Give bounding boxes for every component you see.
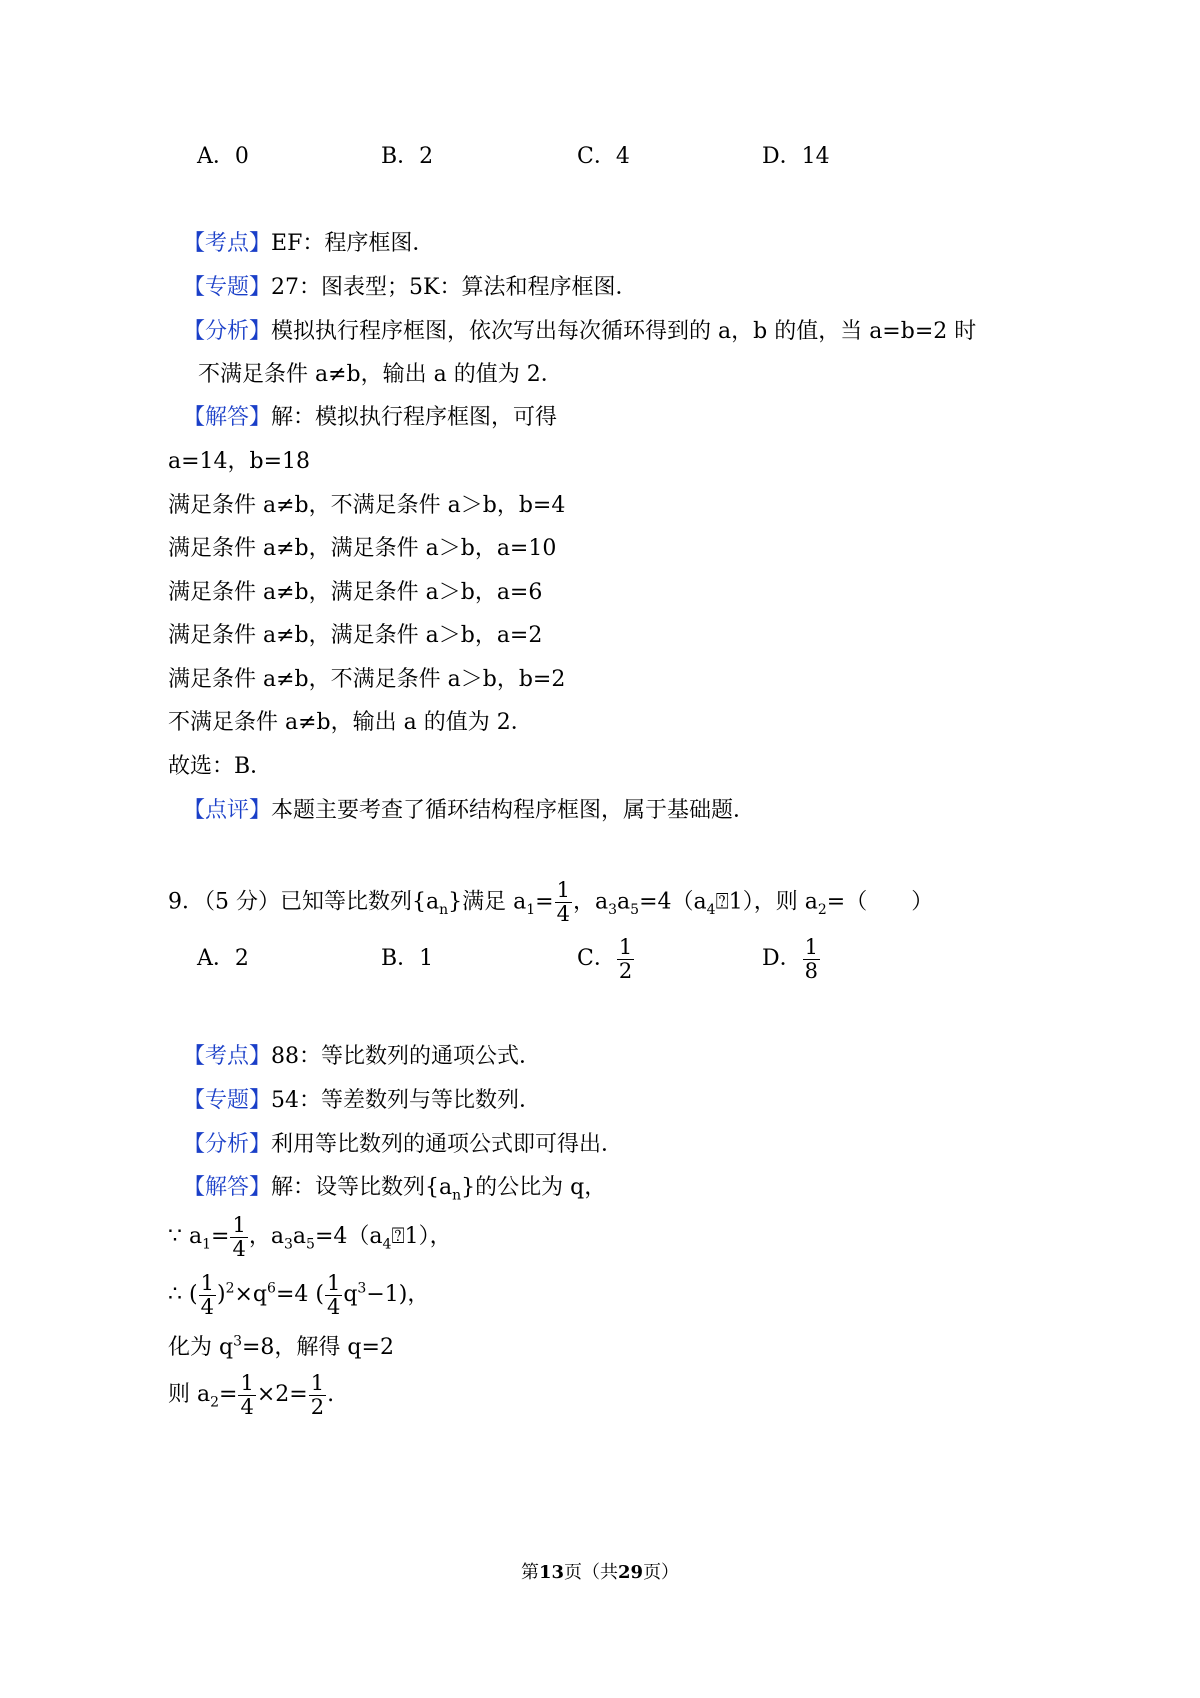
q9-option-d [762,936,821,982]
q9-stem-text: ，a [572,889,609,915]
jieda-text: 解：模拟执行程序框图，可得 [271,405,558,430]
zhuanti-text: 54：等差数列与等比数列． [271,1088,542,1113]
q9-zhuanti [183,1086,541,1116]
math-text: ，a [248,1224,284,1249]
math-text: =4（a [314,1224,383,1249]
jieda-tag: 【解答】 [183,1175,272,1200]
math-sup: 3 [357,1280,367,1297]
math-text: = [219,1382,238,1407]
kaodian-tag: 【考点】 [183,231,272,256]
kaodian-tag: 【考点】 [183,1044,272,1069]
q8-jieda [183,403,557,433]
page-number: 13 [538,1562,564,1583]
math-text: 化为 q [168,1335,234,1360]
fenxi-text: 利用等比数列的通项公式即可得出． [271,1132,624,1157]
q9-stem-text: 9．（5 分）已知等比数列{a [168,889,440,915]
q9-sub: 2 [817,901,827,918]
math-fraction [325,1270,342,1319]
math-text: ( [189,1282,198,1307]
q9-option-c [577,936,635,982]
math-text: a [189,1224,203,1249]
kaodian-text: 88：等比数列的通项公式． [271,1044,542,1069]
frac-num: 1 [200,1270,214,1295]
fenxi-tag: 【分析】 [183,1132,272,1157]
therefore-symbol: ∴ [168,1282,182,1307]
math-text: −1)， [366,1282,430,1307]
math-text: . [327,1382,335,1407]
math-sub: 3 [283,1236,293,1253]
frac-num: 1 [556,878,570,902]
q8-kaodian [183,229,434,259]
frac-den: 2 [310,1394,325,1419]
dianping-text: 本题主要考查了循环结构程序框图，属于基础题． [271,798,756,823]
q9-stem-text: a [617,889,631,915]
frac-num: 1 [232,1212,246,1237]
q9-result-line [168,1372,334,1418]
footer-text: 页） [643,1562,680,1583]
q9-because-line [168,1214,452,1260]
page-footer [0,1560,1200,1586]
q9-stem-text: =4（a [639,889,707,915]
jieda-sub: n [452,1187,462,1204]
q9-simplify-line [168,1333,394,1363]
q9-stem-text: ⍰1），则 a [715,889,818,915]
total-pages: 29 [618,1562,644,1583]
math-fraction [238,1370,255,1419]
math-text: 则 a [168,1382,211,1407]
frac-den: 4 [556,902,570,926]
q9-stem-text: }满足 a [448,889,527,915]
q8-option-b: B．2 [381,144,434,169]
q8-step: 满足条件 a≠b，满足条件 a＞b，a=2 [168,623,543,648]
option-fraction [617,934,634,983]
dianping-tag: 【点评】 [183,798,272,823]
frac-den: 4 [232,1236,246,1261]
frac-num: 1 [310,1370,325,1395]
frac-den: 2 [618,958,633,983]
frac-num: 1 [804,934,819,959]
math-fraction [230,1212,247,1261]
zhuanti-tag: 【专题】 [183,275,272,300]
q8-dianping [183,796,755,826]
math-text: a [292,1224,307,1249]
q8-fenxi [183,317,976,347]
fenxi-tag: 【分析】 [183,319,272,344]
q9-sub: 3 [608,901,618,918]
jieda-text: 解：设等比数列{a [271,1175,453,1200]
math-fraction [199,1270,216,1319]
q8-fenxi-line2: 不满足条件 a≠b，输出 a 的值为 2． [198,362,563,387]
q8-step: 满足条件 a≠b，不满足条件 a＞b，b=4 [168,493,566,518]
frac-den: 4 [240,1394,254,1419]
q9-sub: 4 [706,901,716,918]
math-sub: 2 [210,1394,220,1411]
q9-fraction [555,880,572,925]
q9-fenxi [183,1130,623,1160]
math-text: = [211,1224,230,1249]
math-text: q [343,1282,358,1307]
math-text: ⍰1）， [391,1224,452,1249]
q9-jieda [183,1173,606,1203]
math-sub: 4 [382,1236,392,1253]
math-text: ) [216,1282,226,1307]
frac-num: 1 [326,1270,341,1295]
frac-den: 4 [326,1294,341,1319]
frac-den: 4 [200,1294,214,1319]
q8-option-d: D．14 [762,144,830,169]
q8-step: 满足条件 a≠b，满足条件 a＞b，a=6 [168,580,543,605]
math-fraction [309,1370,326,1419]
q9-option-b: B．1 [381,946,434,971]
q8-option-a: A．0 [197,144,249,169]
math-sup: 3 [233,1333,242,1350]
frac-den: 8 [804,958,819,983]
q8-step: a=14，b=18 [168,449,311,474]
q9-stem [168,880,933,925]
q9-sub: n [439,901,449,918]
q8-step: 满足条件 a≠b，不满足条件 a＞b，b=2 [168,667,566,692]
q9-therefore-line [168,1272,429,1318]
footer-text: 第 [520,1562,539,1583]
kaodian-text: EF：程序框图． [271,231,435,256]
q9-option-a: A．2 [197,946,249,971]
q8-zhuanti [183,273,637,303]
q8-option-c: C．4 [577,144,630,169]
math-text: ×2= [256,1382,308,1407]
q9-stem-text: = [535,889,554,915]
option-label: C． [577,946,616,971]
math-sub: 1 [202,1236,212,1253]
math-sub: 5 [306,1236,315,1253]
fenxi-text-line1: 模拟执行程序框图，依次写出每次循环得到的 a，b 的值，当 a=b=2 时 [271,319,977,344]
footer-text: 页（共 [564,1562,618,1583]
math-text: =8，解得 q=2 [242,1335,394,1360]
zhuanti-text: 27：图表型；5K：算法和程序框图． [271,275,638,300]
math-text: =4 ( [275,1282,324,1307]
zhuanti-tag: 【专题】 [183,1088,272,1113]
q9-sub: 5 [630,901,640,918]
q8-step: 满足条件 a≠b，满足条件 a＞b，a=10 [168,536,557,561]
jieda-text: }的公比为 q， [461,1175,607,1200]
option-fraction [803,934,820,983]
q9-sub: 1 [526,901,536,918]
q9-stem-text: =（ ） [826,889,934,915]
option-label: D． [762,946,802,971]
frac-num: 1 [618,934,633,959]
frac-num: 1 [240,1370,254,1395]
math-sup: 2 [225,1280,235,1297]
q8-step: 故选：B． [168,754,273,779]
jieda-tag: 【解答】 [183,405,272,430]
q9-kaodian [183,1042,541,1072]
q8-step: 不满足条件 a≠b，输出 a 的值为 2． [168,710,533,735]
math-sup: 6 [267,1280,276,1297]
because-symbol: ∵ [168,1224,182,1249]
math-text: ×q [234,1282,268,1307]
